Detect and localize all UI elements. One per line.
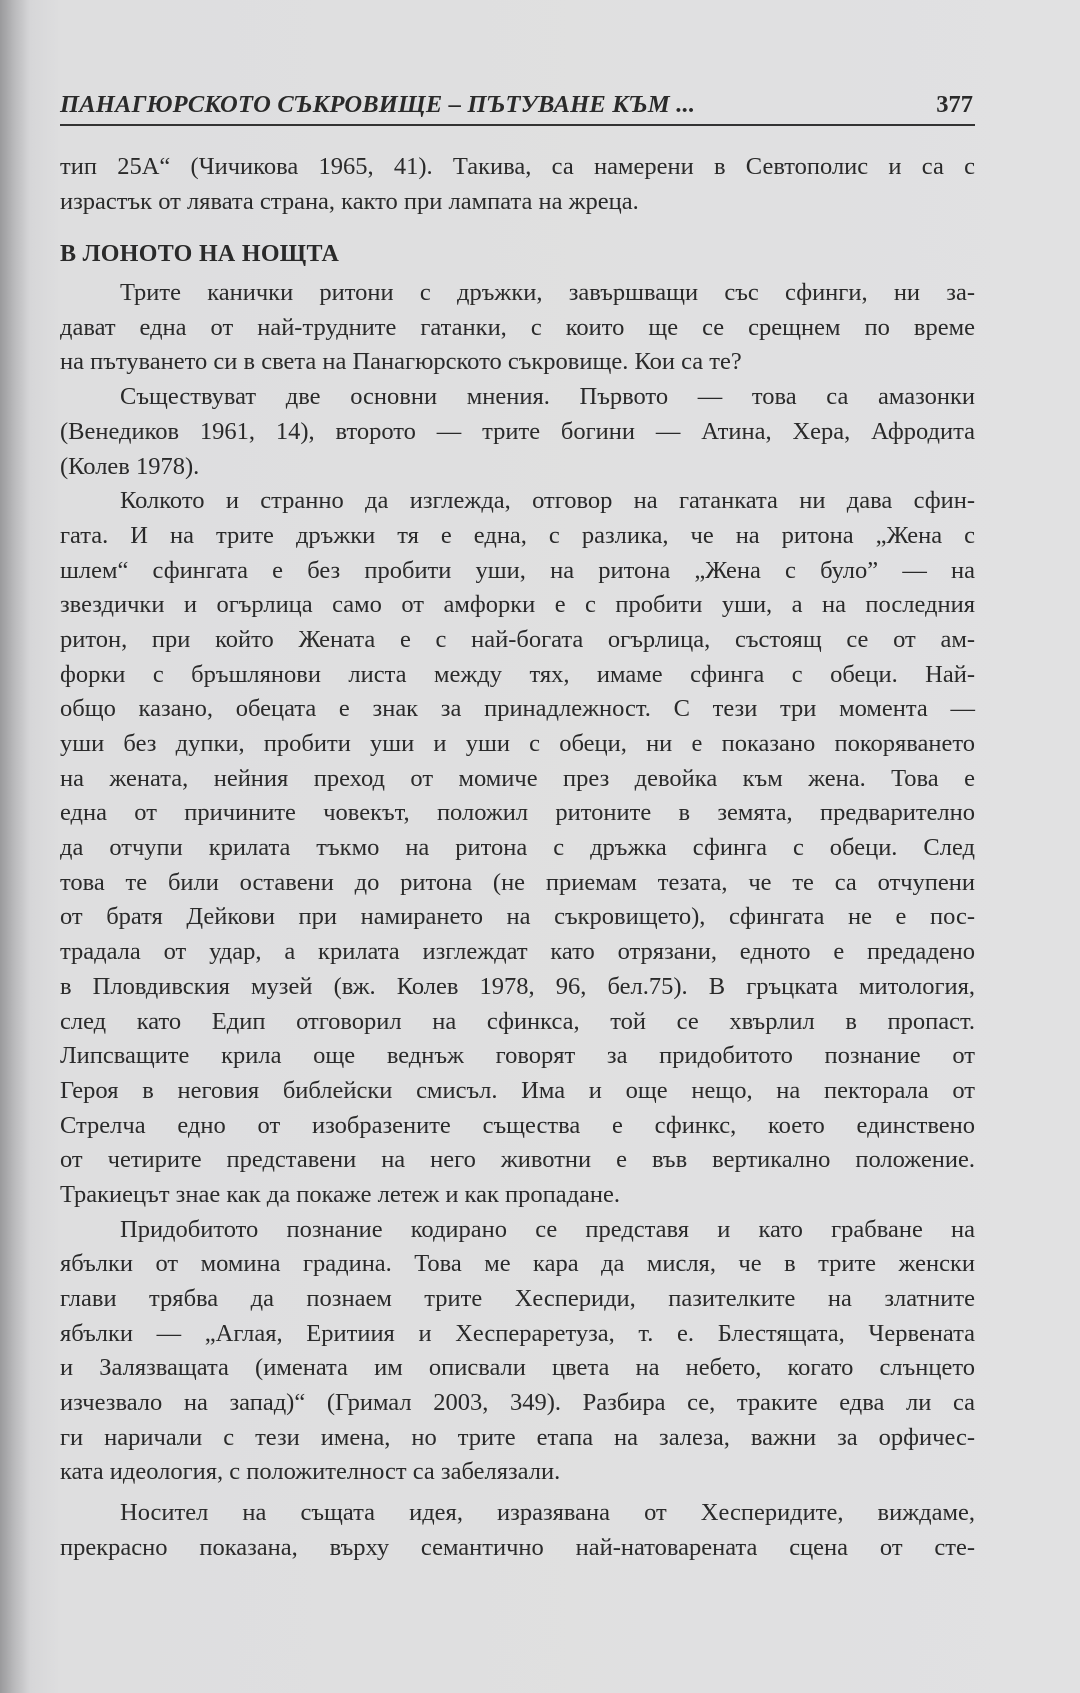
text-line: общо казано, обецата е знак за принадлежност. С тези три момента — xyxy=(60,695,975,723)
text-line: форки с бръшлянови листа между тях, имаме сфинга с обеци. Най- xyxy=(60,660,975,688)
page-body xyxy=(60,150,975,1566)
text-line: Носител на същата идея, изразявана от Хесперидите, виждаме, xyxy=(120,1499,975,1527)
text-line: ги наричали с тези имена, но трите етапа на залеза, важни за орфичес- xyxy=(60,1423,975,1451)
text-line: Стрелча едно от изобразените същества е сфинкс, което единствено xyxy=(60,1111,975,1139)
text-line: (Колев 1978). xyxy=(60,452,200,480)
text-line: Съществуват две основни мнения. Първото — това са амазонки xyxy=(120,383,975,411)
text-line: от братя Дейкови при намирането на съкровището), сфингата не е пос- xyxy=(60,903,975,931)
paragraph-3 xyxy=(60,484,975,1212)
text-line: Придобитото познание кодирано се представя и като грабване на xyxy=(120,1215,975,1243)
text-line: изчезвало на запад)“ (Гримал 2003, 349). Разбира се, траките едва ли са xyxy=(60,1389,975,1417)
text-line: една от причините човекът, положил ритоните в земята, предварително xyxy=(60,799,975,827)
text-line: глави трябва да познаем трите Хеспериди, пазителките на златните xyxy=(60,1285,975,1312)
text-line: Тракиецът знае как да покаже летеж и как пропадане. xyxy=(60,1180,621,1208)
paragraph-4 xyxy=(60,1213,975,1491)
text-line: ябълки — „Аглая, Еритиия и Хеспераретуза, т. е. Блестящата, Червената xyxy=(60,1319,975,1347)
text-line: ката идеология, с положителност са забелязали. xyxy=(60,1458,561,1486)
text-line: след като Едип отговорил на сфинкса, той се хвърлил в пропаст. xyxy=(60,1007,975,1035)
text-line: (Венедиков 1961, 14), второто — трите богини — Атина, Хера, Афродита xyxy=(60,417,975,445)
text-line: на пътуването си в света на Панагюрското съкровище. Кои са те? xyxy=(60,348,742,376)
text-line: Героя в неговия библейски смисъл. Има и още нещо, на пекторала от xyxy=(60,1076,975,1104)
paragraph-2 xyxy=(60,380,975,484)
text-line: Липсващите крила още веднъж говорят за придобитото познание от xyxy=(60,1042,975,1070)
text-line: Трите канички ритони с дръжки, завършващи със сфинги, ни за- xyxy=(120,279,975,307)
text-line: дават една от най-трудните гатанки, с които ще се срещнем по време xyxy=(60,313,975,341)
text-line: уши без дупки, пробити уши и уши с обеци, ни е показано покоряването xyxy=(60,730,975,757)
section-heading: В ЛОНОТО НА НОЩТА xyxy=(60,241,340,268)
page-number: 377 xyxy=(936,91,973,118)
text-line: ябълки от момина градина. Това ме кара да мисля, че в трите женски xyxy=(60,1250,975,1278)
text-line: ритон, при който Жената е с най-богата огърлица, състоящ се от ам- xyxy=(60,625,975,653)
text-line: прекрасно показана, върху семантично най-натоварената сцена от сте- xyxy=(60,1533,975,1561)
text-line: от четирите представени на него животни е във вертикално положение. xyxy=(60,1146,975,1174)
text-line: Колкото и странно да изглежда, отговор на гатанката ни дава сфин- xyxy=(120,487,975,515)
text-line: в Пловдивския музей (вж. Колев 1978, 96, бел.75). В гръцката митология, xyxy=(60,972,975,1000)
text-line: това те били оставени до ритона (не приемам тезата, че те са отчупени xyxy=(60,868,975,896)
paragraph-continuation xyxy=(60,150,975,219)
text-line: и Залязващата (имената им описвали цвета на небето, когато слънцето xyxy=(60,1354,975,1382)
text-line: тип 25А“ (Чичикова 1965, 41). Такива, са намерени в Севтополис и са с xyxy=(60,153,975,180)
paragraph-5 xyxy=(60,1496,975,1565)
text-line: звездички и огърлица само от амфорки е с пробити уши, а на последния xyxy=(60,591,975,619)
text-line: израстък от лявата страна, както при лампата на жреца. xyxy=(60,187,639,215)
text-line: традала от удар, а крилата изглеждат като отрязани, едното е предадено xyxy=(60,938,975,966)
text-line: шлем“ сфингата е без пробити уши, на ритона „Жена с було” — на xyxy=(60,556,975,584)
text-line: да отчупи крилата тъкмо на ритона с дръжка сфинга с обеци. След xyxy=(60,834,975,862)
paragraph-1 xyxy=(60,276,975,380)
text-line: на жената, нейния преход от момиче през девойка към жена. Това е xyxy=(60,764,975,792)
running-title: ПАНАГЮРСКОТО СЪКРОВИЩЕ – ПЪТУВАНЕ КЪМ ... xyxy=(60,91,696,118)
page-header xyxy=(60,84,975,126)
text-line: гата. И на трите дръжки тя е една, с разлика, че на ритона „Жена с xyxy=(60,521,975,549)
